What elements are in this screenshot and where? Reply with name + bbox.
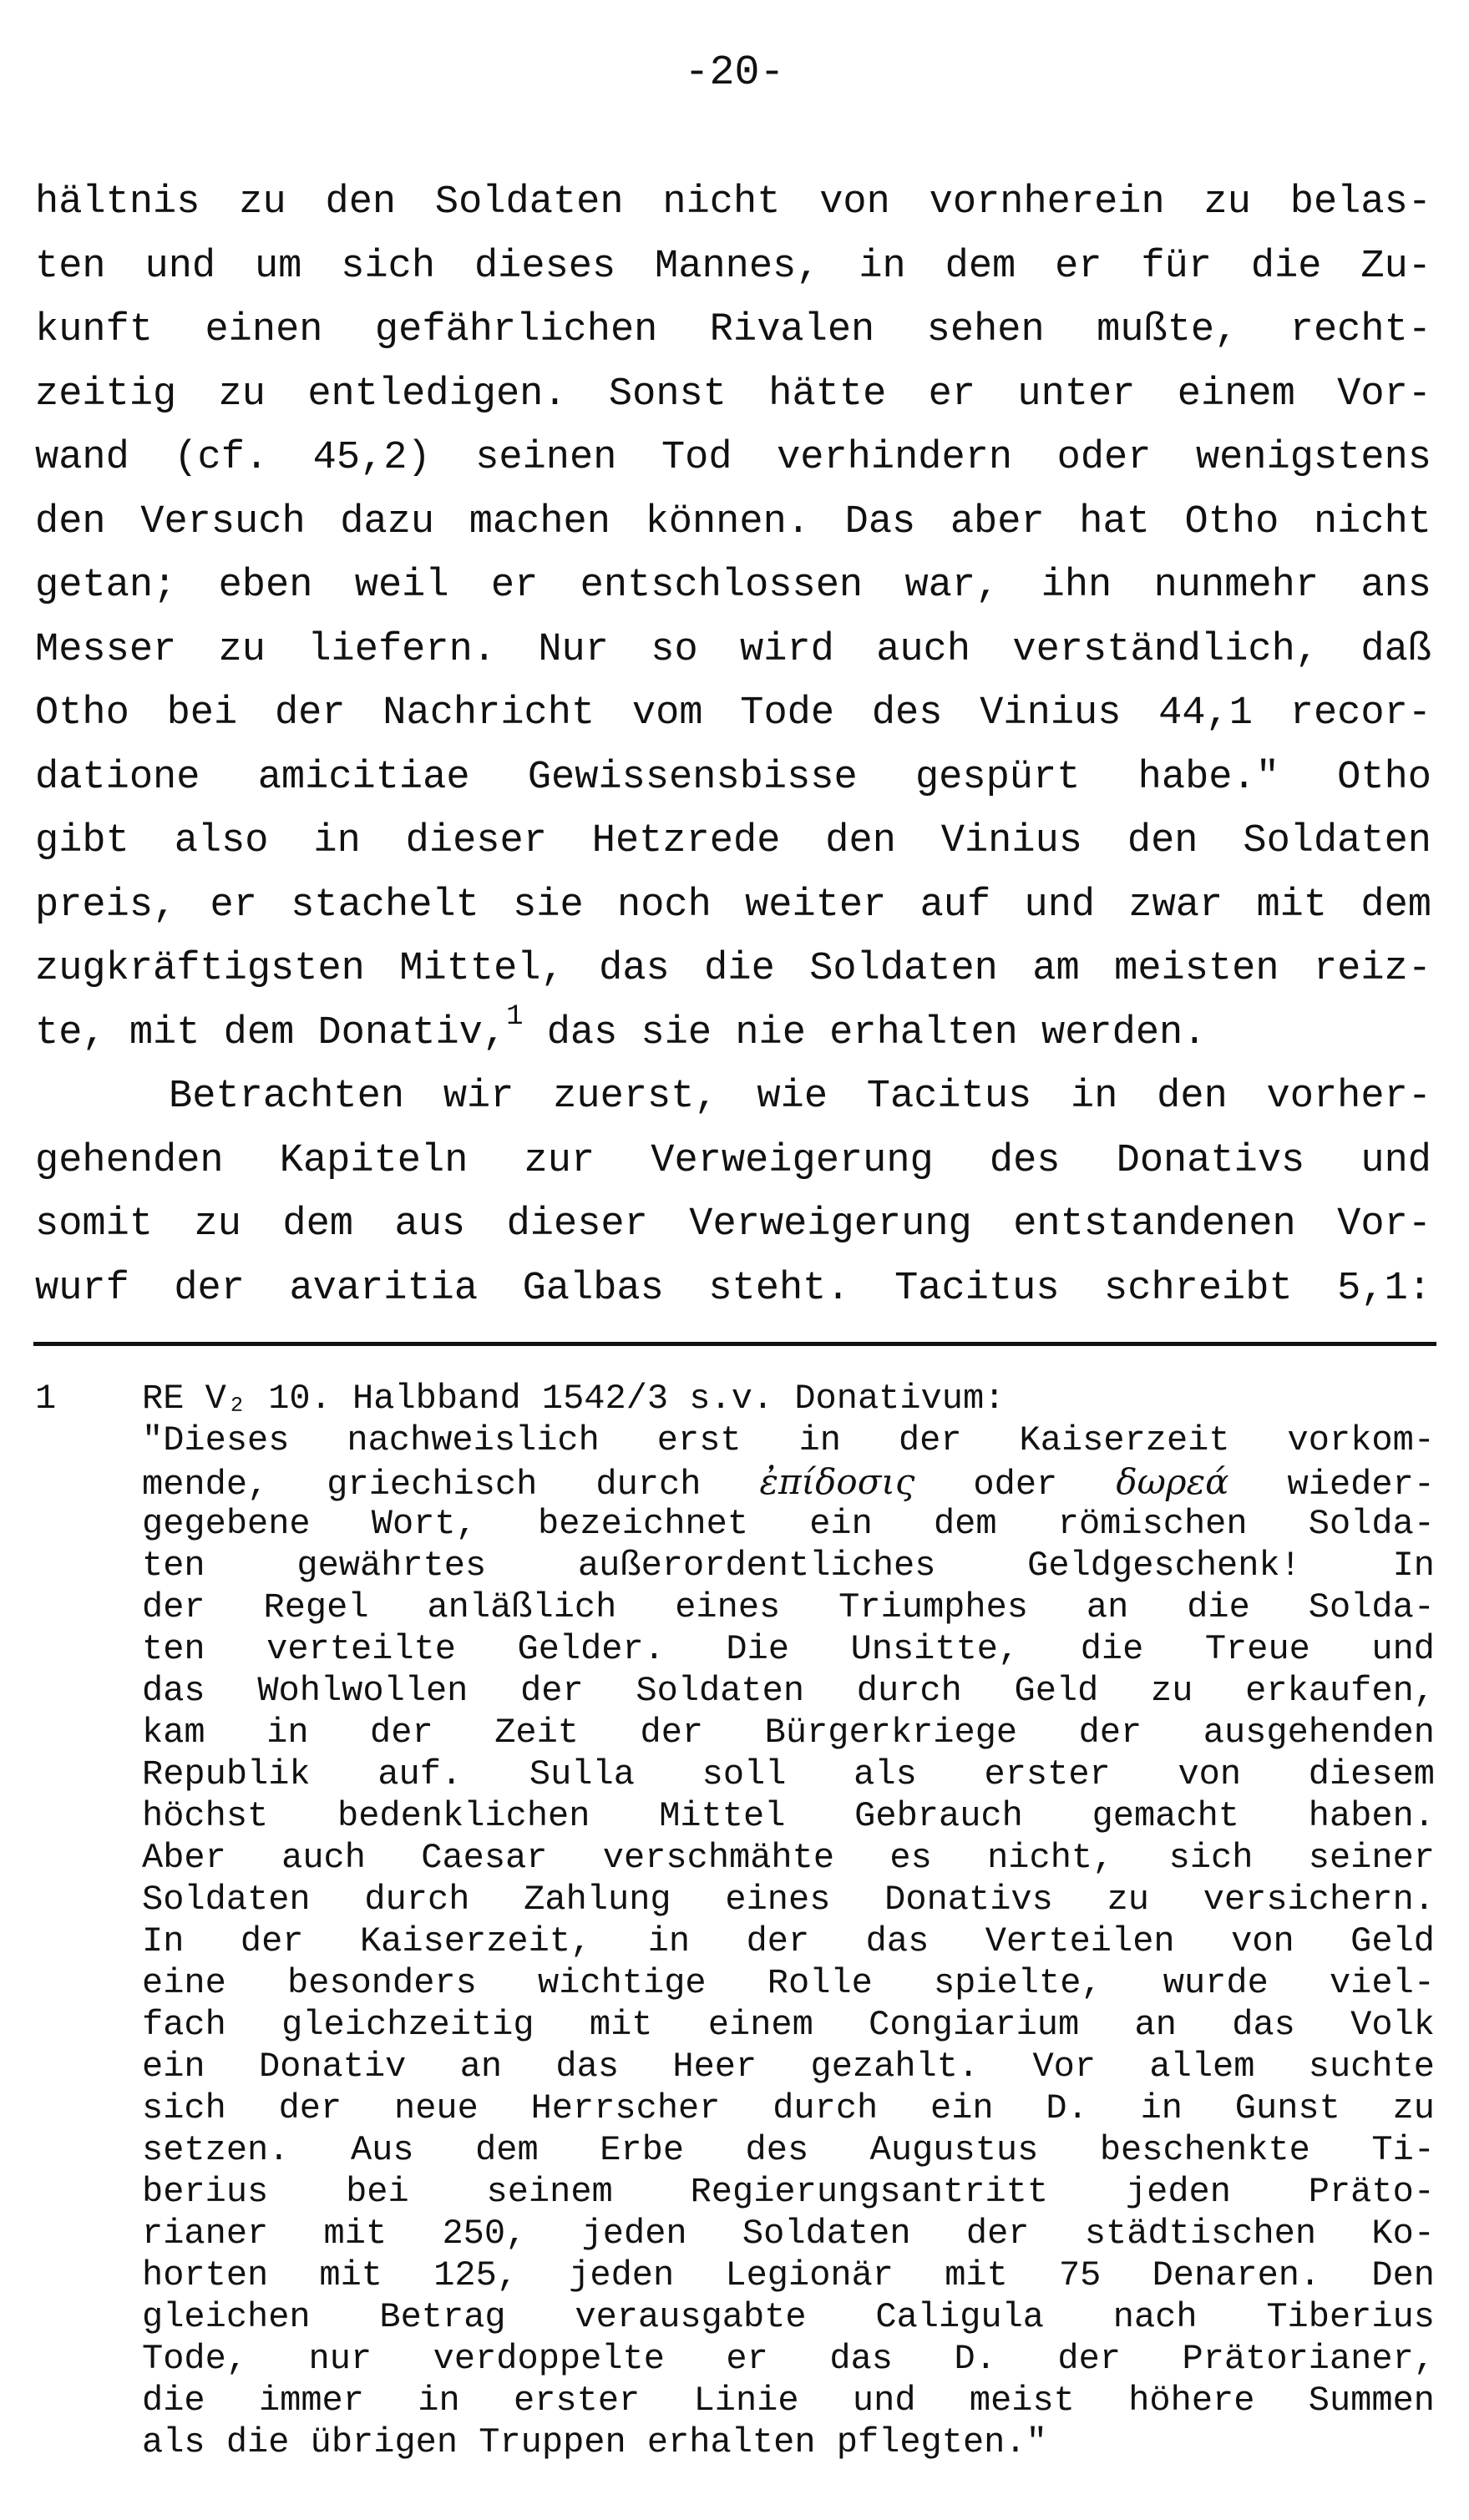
text-segment: te, mit dem Donativ, [35, 1010, 507, 1055]
footnote-line: ten gewährtes außerordentliches Geldgeschenk! In [142, 1546, 1435, 1586]
footnote-separator [33, 1342, 1436, 1346]
text-line: hältnis zu den Soldaten nicht von vornherein zu belas- [35, 180, 1431, 225]
footnote-reference: 1 [506, 1000, 524, 1033]
footnote-line: "Dieses nachweislich erst in der Kaiserzeit vorkom- [142, 1420, 1435, 1460]
text-segment: das sie nie erhalten werden. [523, 1010, 1207, 1055]
footnote-line: setzen. Aus dem Erbe des Augustus beschenkte Ti- [142, 2130, 1435, 2170]
footnote-line: der Regel anläßlich eines Triumphes an die Solda- [142, 1587, 1435, 1627]
footnote-line: die immer in erster Linie und meist höhere Summen [142, 2381, 1435, 2421]
text-line: zeitig zu entledigen. Sonst hätte er unter einem Vor- [35, 372, 1431, 417]
footnote-line: sich der neue Herrscher durch ein D. in Gunst zu [142, 2088, 1435, 2128]
text-line: den Versuch dazu machen können. Das aber hat Otho nicht [35, 499, 1431, 544]
text-line: datione amicitiae Gewissensbisse gespürt habe." Otho [35, 755, 1431, 800]
footnote-line: In der Kaiserzeit, in der das Verteilen von Geld [142, 1921, 1435, 1961]
greek-word: δωρεά [1116, 1461, 1229, 1502]
footnote-line: eine besonders wichtige Rolle spielte, wurde viel- [142, 1963, 1435, 2003]
main-text [35, 171, 1431, 1321]
footnote-line: Republik auf. Sulla soll als erster von diesem [142, 1754, 1435, 1794]
text-line: gibt also in dieser Hetzrede den Vinius den Soldaten [35, 819, 1431, 863]
text-segment: oder [914, 1465, 1117, 1505]
text-line: preis, er stachelt sie noch weiter auf und zwar mit dem [35, 883, 1431, 928]
text-line: somit zu dem aus dieser Verweigerung entstandenen Vor- [35, 1202, 1431, 1247]
footnote-line: fach gleichzeitig mit einem Congiarium an das Volk [142, 2005, 1435, 2045]
text-line: zugkräftigsten Mittel, das die Soldaten am meisten reiz- [35, 947, 1431, 991]
text-segment: wieder- [1228, 1465, 1435, 1505]
footnote-line: Aber auch Caesar verschmähte es nicht, sich seiner [142, 1838, 1435, 1878]
footnote-line: kam in der Zeit der Bürgerkriege der ausgehenden [142, 1713, 1435, 1753]
paragraph-first-line: Betrachten wir zuerst, wie Tacitus in den vorher- [169, 1075, 1431, 1119]
text-line: getan; eben weil er entschlossen war, ihn nunmehr ans [35, 564, 1431, 608]
footnote-line: das Wohlwollen der Soldaten durch Geld zu erkaufen, [142, 1671, 1435, 1711]
text-line: Otho bei der Nachricht vom Tode des Vinius 44,1 recor- [35, 691, 1431, 736]
footnote-line-greek [142, 1461, 1435, 1503]
footnote-line: als die übrigen Truppen erhalten pflegten." [142, 2422, 1047, 2462]
footnote-line: ein Donativ an das Heer gezahlt. Vor allem suchte [142, 2047, 1435, 2087]
footnote-line: Soldaten durch Zahlung eines Donativs zu versichern. [142, 1880, 1435, 1920]
footnote-line: rianer mit 250, jeden Soldaten der städtischen Ko- [142, 2214, 1435, 2254]
text-segment: mende, griechisch durch [142, 1465, 760, 1505]
footnote-line: berius bei seinem Regierungsantritt jeden Präto- [142, 2172, 1435, 2212]
footnote-line: höchst bedenklichen Mittel Gebrauch gemacht haben. [142, 1796, 1435, 1836]
text-line: gehenden Kapiteln zur Verweigerung des Donativs und [35, 1138, 1431, 1183]
footnote-line: ten verteilte Gelder. Die Unsitte, die Treue und [142, 1629, 1435, 1669]
text-line: wand (cf. 45,2) seinen Tod verhindern oder wenigstens [35, 436, 1431, 480]
text-line: kunft einen gefährlichen Rivalen sehen mußte, recht- [35, 308, 1431, 352]
greek-word: ἐπίδοσις [759, 1461, 915, 1502]
footnote-line: gegebene Wort, bezeichnet ein dem römischen Solda- [142, 1504, 1435, 1544]
text-line: ten und um sich dieses Mannes, in dem er für die Zu- [35, 244, 1431, 289]
footnote-text [142, 1378, 1435, 2463]
page-number: -20- [684, 49, 785, 97]
text-line: Messer zu liefern. Nur so wird auch verständlich, daß [35, 627, 1431, 672]
text-line: wurf der avaritia Galbas steht. Tacitus schreibt 5,1: [35, 1266, 1431, 1311]
text-line-with-footnote-ref [35, 1002, 1431, 1066]
footnote-number: 1 [35, 1379, 57, 1419]
footnote-line: RE V₂ 10. Halbband 1542/3 s.v. Donativum: [142, 1379, 1006, 1419]
footnote-line: horten mit 125, jeden Legionär mit 75 Denaren. Den [142, 2255, 1435, 2295]
footnote-line: gleichen Betrag verausgabte Caligula nach Tiberius [142, 2297, 1435, 2337]
footnote-line: Tode, nur verdoppelte er das D. der Prätorianer, [142, 2339, 1435, 2379]
